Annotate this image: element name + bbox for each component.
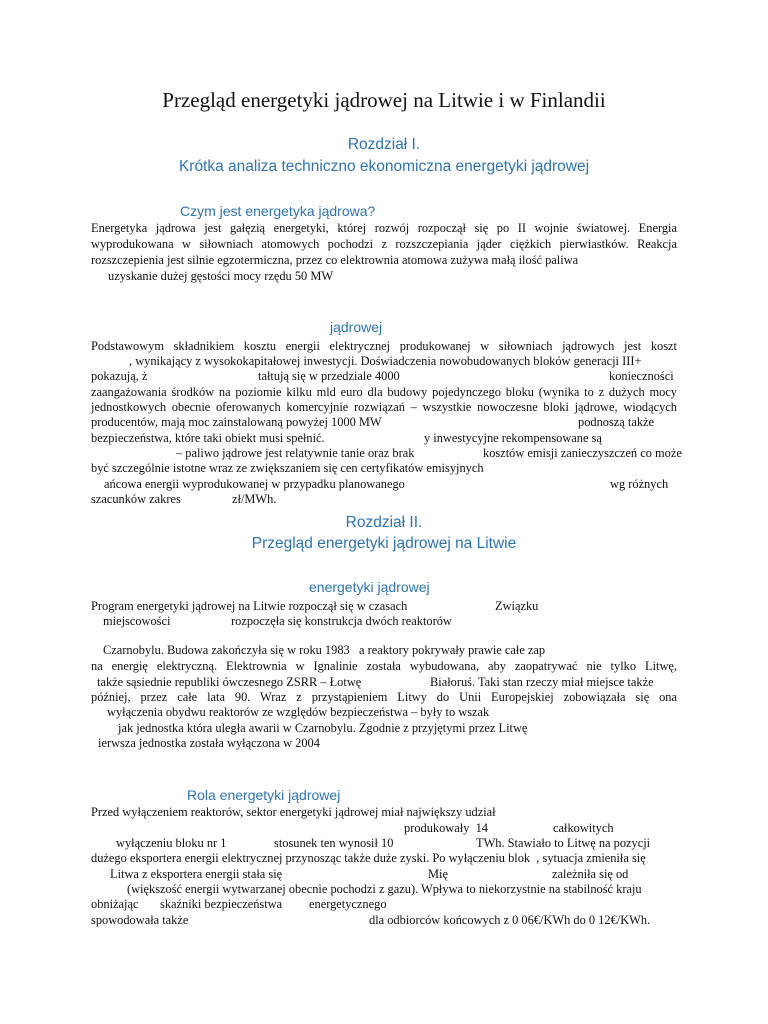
section-heading-what-is-nuclear: Czym jest energetyka jądrowa? <box>180 203 376 219</box>
paragraph-line: energetycznego <box>309 897 387 911</box>
paragraph-line: rozszczepienia jest silnie egzotermiczna, przez co elektrownia atomowa zużywa małą ilość paliwa <box>91 253 579 267</box>
paragraph-line: na energię elektryczną. Elektrownia w Ignalinie została wybudowana, aby zaopatrywać nie tylko Litwę, <box>91 659 677 673</box>
paragraph-line: – paliwo jądrowe jest relatywnie tanie oraz brak <box>176 446 415 460</box>
section-heading-role-nuclear: Rola energetyki jądrowej <box>187 787 341 803</box>
paragraph-line: stosunek ten wynosił 10 <box>274 836 394 850</box>
paragraph-line: szacunków zakres <box>91 492 181 506</box>
paragraph-line: miejscowości <box>103 614 171 628</box>
paragraph-line: także sąsiednie republiki ówczesnego ZSRR – Łotwę <box>97 675 362 689</box>
paragraph-line: wyłączeniu bloku nr 1 <box>116 836 227 850</box>
paragraph-line: , wynikający z wysokokapitałowej inwestycji. Doświadczenia nowobudowanych bloków generacji III+ <box>129 354 642 368</box>
paragraph-line: tałtują się w przedziale 4000 <box>258 369 400 383</box>
paragraph-line: wyprodukowana w siłowniach atomowych pochodzi z rozszczepiania jąder ciężkich pierwiastków. Reakcja <box>91 237 677 251</box>
paragraph-line: skaźniki bezpieczeństwa <box>160 897 283 911</box>
paragraph-line: TWh. Stawiało to Litwę na pozycji <box>476 836 651 850</box>
paragraph-line: Program energetyki jądrowej na Litwie rozpoczął się w czasach <box>91 599 408 613</box>
paragraph-line: całkowitych <box>553 821 614 835</box>
paragraph-line: spowodowała także <box>91 913 189 927</box>
paragraph-line: Litwa z eksportera energii stała się <box>110 867 283 881</box>
paragraph-line: zależniła się od <box>552 867 629 881</box>
paragraph-line: jednostkowych obecnie oferowanych komercyjnie rozwiązań – wszystkie nowoczesne bloki jądrowe, wiodących <box>91 400 677 414</box>
paragraph-line: być szczególnie istotne wraz ze zwiększaniem się cen certyfikatów emisyjnych <box>91 461 484 475</box>
paragraph-line: konieczności <box>609 369 674 383</box>
paragraph-line: Mię <box>428 867 448 881</box>
paragraph-line: ierwsza jednostka została wyłączona w 2004 <box>98 736 320 750</box>
paragraph-line: później, przez całe lata 90. Wraz z przystąpieniem Litwy do Unii Europejskiej zobowiązała się ona <box>91 690 677 704</box>
paragraph-line: y inwestycyjne rekompensowane są <box>424 431 602 445</box>
paragraph-line: Energetyka jądrowa jest gałęzią energetyki, której rozwój rozpoczął się po II wojnie światowej. Energia <box>91 221 677 235</box>
paragraph-line: obniżając <box>91 897 139 911</box>
paragraph-line: Związku <box>495 599 539 613</box>
paragraph-line: produkowały 14 <box>404 821 488 835</box>
document-title: Przegląd energetyki jądrowej na Litwie i w Finlandii <box>162 88 606 112</box>
paragraph-line: ańcowa energii wyprodukowanej w przypadku planowanego <box>104 477 405 491</box>
paragraph-line: Przed wyłączeniem reaktorów, sektor energetyki jądrowej miał największy udział <box>91 805 496 819</box>
paragraph-line: dużego eksportera energii elektrycznej przynosząc także duże zyski. Po wyłączeniu blok , sytuacja zmieniła się <box>91 851 646 865</box>
paragraph-line: uzyskanie dużej gęstości mocy rzędu 50 MW <box>108 269 334 283</box>
paragraph-line: (większość energii wytwarzanej obecnie pochodzi z gazu). Wpływa to niekorzystnie na stabilność kraju <box>127 882 642 896</box>
paragraph-line: podnoszą także <box>578 415 655 429</box>
paragraph-line: zaangażowania środków na poziomie kilku mld euro dla budowy pojedynczego bloku (wynika to z dużych mocy <box>91 385 677 399</box>
paragraph-line: jak jednostka która uległa awarii w Czarnobylu. Zgodnie z przyjętymi przez Litwę <box>118 721 528 735</box>
paragraph-line: producentów, mają moc zainstalowaną powyżej 1000 MW <box>91 415 382 429</box>
paragraph-line: rozpoczęła się konstrukcja dwóch reaktorów <box>231 614 452 628</box>
paragraph-line: Białoruś. Taki stan rzeczy miał miejsce także <box>430 675 654 689</box>
paragraph-line: pokazują, ż <box>91 369 148 383</box>
section-heading-nuclear-program: energetyki jądrowej <box>309 579 430 595</box>
chapter-1-subtitle: Krótka analiza techniczno ekonomiczna energetyki jądrowej <box>178 158 590 175</box>
paragraph-line: kosztów emisji zanieczyszczeń co może <box>483 446 682 460</box>
paragraph-line: Czarnobylu. Budowa zakończyła się w roku 1983 a reaktory pokrywały prawie całe zap <box>103 643 546 657</box>
section-heading-costs: jądrowej <box>330 319 383 335</box>
paragraph-line: wyłączenia obydwu reaktorów ze względów bezpieczeństwa – były to wszak <box>107 705 490 719</box>
paragraph-line: wg różnych <box>610 477 669 491</box>
chapter-1-label: Rozdział I. <box>347 136 421 153</box>
chapter-2-subtitle: Przegląd energetyki jądrowej na Litwie <box>251 535 517 552</box>
paragraph-line: zł/MWh. <box>232 492 277 506</box>
paragraph-line: dla odbiorców końcowych z 0 06€/KWh do 0 12€/KWh. <box>369 913 651 927</box>
chapter-2-label: Rozdział II. <box>345 514 423 531</box>
paragraph-line: bezpieczeństwa, które taki obiekt musi spełnić. <box>91 431 325 445</box>
paragraph-line: Podstawowym składnikiem kosztu energii elektrycznej produkowanej w siłowniach jądrowych jest koszt <box>91 339 677 353</box>
